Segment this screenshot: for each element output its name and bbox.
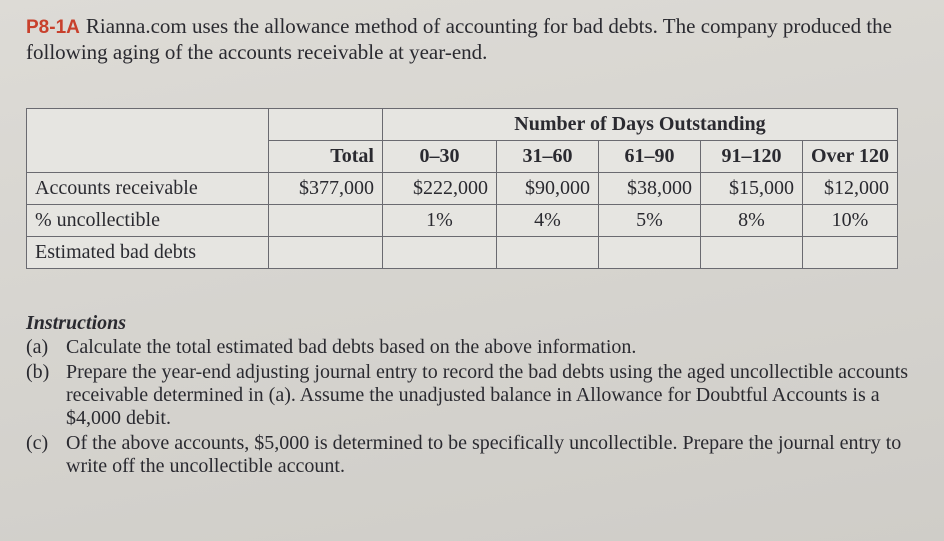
column-header-over-120: Over 120 <box>803 141 898 173</box>
table-cell: 1% <box>383 205 497 237</box>
instruction-item-b <box>26 361 926 430</box>
table-cell: $15,000 <box>701 173 803 205</box>
table-cell: 10% <box>803 205 898 237</box>
table-cell: $222,000 <box>383 173 497 205</box>
table-header-row-group <box>27 109 898 141</box>
table-cell <box>269 237 383 269</box>
problem-statement <box>26 14 926 65</box>
column-header-total: Total <box>269 141 383 173</box>
table-cell: $12,000 <box>803 173 898 205</box>
table-cell: $38,000 <box>599 173 701 205</box>
table-cell <box>269 205 383 237</box>
instruction-text: Of the above accounts, $5,000 is determined to be specifically uncollectible. Prepare the journal entry to write off the uncollectible account. <box>66 432 902 477</box>
row-label: Estimated bad debts <box>27 237 269 269</box>
table-cell <box>497 237 599 269</box>
instruction-item-a <box>26 336 926 359</box>
table-cell: $377,000 <box>269 173 383 205</box>
problem-text: Rianna.com uses the allowance method of accounting for bad debts. The company produced the following aging of the accounts receivable at year-end. <box>26 14 892 64</box>
aging-table <box>26 108 898 269</box>
row-label: Accounts receivable <box>27 173 269 205</box>
table-cell <box>803 237 898 269</box>
table-row-accounts-receivable <box>27 173 898 205</box>
column-header-0-30: 0–30 <box>383 141 497 173</box>
instruction-text: Calculate the total estimated bad debts based on the above information. <box>66 336 637 358</box>
table-cell <box>701 237 803 269</box>
column-header-31-60: 31–60 <box>497 141 599 173</box>
instruction-text: Prepare the year-end adjusting journal entry to record the bad debts using the aged uncollectible accounts receivable determined in (a). Assume the unadjusted balance in Allowance for Doubtful Accounts is a $4,000 debit. <box>66 361 909 429</box>
column-header-91-120: 91–120 <box>701 141 803 173</box>
instruction-letter: (a) <box>26 336 49 358</box>
table-row-estimated-bad-debts <box>27 237 898 269</box>
instructions-title: Instructions <box>26 312 127 334</box>
instruction-letter: (b) <box>26 361 50 383</box>
days-outstanding-header: Number of Days Outstanding <box>383 109 898 141</box>
table-cell-empty <box>269 109 383 141</box>
column-header-61-90: 61–90 <box>599 141 701 173</box>
row-label: % uncollectible <box>27 205 269 237</box>
instruction-letter: (c) <box>26 432 49 454</box>
table-cell: 4% <box>497 205 599 237</box>
table-row-percent-uncollectible <box>27 205 898 237</box>
table-corner-cell <box>27 109 269 173</box>
table-cell <box>599 237 701 269</box>
table-cell: $90,000 <box>497 173 599 205</box>
table-cell: 5% <box>599 205 701 237</box>
table-cell <box>383 237 497 269</box>
table-cell: 8% <box>701 205 803 237</box>
problem-id: P8-1A <box>26 17 80 38</box>
instruction-item-c <box>26 432 926 478</box>
instructions-section <box>26 312 926 480</box>
